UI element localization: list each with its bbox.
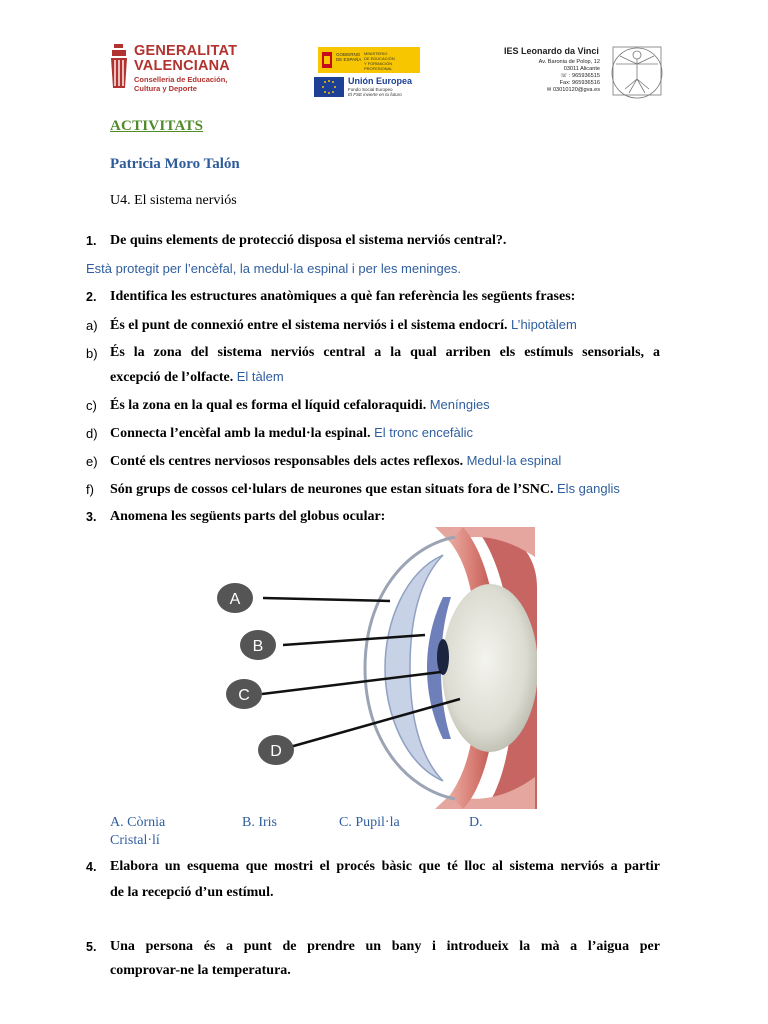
marker-c xyxy=(226,679,262,709)
leader-line-c xyxy=(262,672,441,694)
ies-phone: ☏ : 965936515 xyxy=(560,73,600,79)
gov-line1: GOBIERNO xyxy=(336,52,361,57)
q1-number: 1. xyxy=(86,234,97,248)
ies-email xyxy=(500,87,600,94)
label-c: C. Pupil·la xyxy=(339,815,400,830)
eu-flag-icon xyxy=(314,77,344,97)
gv-sub2: Cultura y Deporte xyxy=(134,84,197,93)
q2e-item xyxy=(110,448,561,474)
leader-line-d xyxy=(290,699,460,747)
q2f-item xyxy=(110,476,620,502)
marker-b xyxy=(240,630,276,660)
ies-name: IES Leonardo da Vinci xyxy=(504,46,599,56)
q2e-answer: Medul·la espinal xyxy=(466,453,562,468)
q2b-text-line2: excepció de l’olfacte. xyxy=(110,370,234,385)
min-line2: DE EDUCACIÓN xyxy=(364,56,395,61)
author-name: Patricia Moro Talón xyxy=(110,156,240,172)
ue-motto: El FSE invierte en tu futuro xyxy=(348,92,402,97)
min-line3: Y FORMACIÓN PROFESIONAL xyxy=(364,61,393,71)
page-title: ACTIVITATS xyxy=(110,118,204,134)
q2d-text: Connecta l’encèfal amb la medul·la espinal. xyxy=(110,426,371,441)
eye-diagram xyxy=(205,527,537,809)
unit-title: U4. El sistema nerviós xyxy=(110,193,237,208)
marker-a-label: A xyxy=(229,591,241,608)
email-icon: ✉ xyxy=(546,87,552,93)
q2b-answer: El tàlem xyxy=(236,369,284,384)
marker-c-label: C xyxy=(238,687,250,704)
q2f-text: Són grups de cossos cel·lulars de neurones que estan situats fora de l’SNC. xyxy=(110,482,554,497)
generalitat-valenciana-logo xyxy=(108,42,268,98)
q3-text: Anomena les següents parts del globus ocular: xyxy=(110,509,386,524)
q2d-item xyxy=(110,420,473,446)
ies-email-address: 03010120@gva.es xyxy=(552,87,600,93)
q2e-letter: e) xyxy=(86,454,98,469)
vitruvian-man-icon xyxy=(608,42,666,100)
q1-answer: Està protegit per l’encèfal, la medul·la espinal i per les meninges. xyxy=(86,261,462,276)
escudo-icon xyxy=(320,50,334,70)
q2-text: Identifica les estructures anatòmiques a què fan referència les següents frases: xyxy=(110,289,576,304)
ies-address: Av. Baronia de Polop, 12 xyxy=(538,59,600,65)
phone-icon: ☏ xyxy=(560,73,568,79)
q2b-letter: b) xyxy=(86,346,98,361)
label-d: D. xyxy=(469,815,483,830)
label-b: B. Iris xyxy=(242,815,277,830)
marker-d-label: D xyxy=(270,743,282,760)
leader-line-a xyxy=(263,598,390,601)
q2c-letter: c) xyxy=(86,398,97,413)
q2b-item-line2 xyxy=(110,364,284,390)
q2e-text: Conté els centres nerviosos responsables dels actes reflexos. xyxy=(110,454,464,469)
pupil xyxy=(437,639,449,675)
q2a-text: És el punt de connexió entre el sistema nerviós i el sistema endocrí. xyxy=(110,318,508,333)
q5-number: 5. xyxy=(86,940,97,954)
q2a-item xyxy=(110,312,577,338)
q2c-answer: Meníngies xyxy=(429,397,490,412)
ies-phone-number: 965936515 xyxy=(572,73,600,79)
q2f-letter: f) xyxy=(86,482,94,497)
ies-leonardo-logo xyxy=(500,42,668,100)
q4-number: 4. xyxy=(86,860,97,874)
marker-a xyxy=(217,583,253,613)
gv-sub1: Conselleria de Educación, xyxy=(134,75,228,84)
q2d-letter: d) xyxy=(86,426,98,441)
gobierno-banner xyxy=(318,47,420,73)
gov-line2: DE ESPAÑA xyxy=(336,57,362,62)
q5-text-line2: comprovar-ne la temperatura. xyxy=(110,963,291,978)
label-d-continued: Cristal·lí xyxy=(110,833,160,848)
generalitat-emblem-icon xyxy=(108,42,130,92)
min-line1: MINISTERIO xyxy=(364,51,388,56)
q2c-item xyxy=(110,392,490,418)
q2a-answer: L’hipotàlem xyxy=(511,317,577,332)
gv-line2: VALENCIANA xyxy=(134,58,230,74)
q2f-answer: Els ganglis xyxy=(557,481,620,496)
q3-number: 3. xyxy=(86,510,97,524)
ue-fund: Fondo Social Europeo xyxy=(348,87,393,92)
marker-b-label: B xyxy=(252,638,264,655)
q2b-text-line1: És la zona del sistema nerviós central a la qual arriben els estímuls sensorials, a xyxy=(110,345,660,360)
union-europea-logo xyxy=(314,47,434,97)
ies-city: 03011 Alicante xyxy=(563,66,600,72)
q2c-text: És la zona en la qual es forma el líquid cefaloraquidi. xyxy=(110,398,427,413)
q2d-answer: El tronc encefàlic xyxy=(374,425,474,440)
ies-fax: Fax: 965936516 xyxy=(559,80,600,86)
q4-text-line2: de la recepció d’un estímul. xyxy=(110,885,274,900)
q4-text-line1: Elabora un esquema que mostri el procés bàsic que té lloc al sistema nerviós a partir xyxy=(110,859,660,874)
marker-d xyxy=(258,735,294,765)
q1-text: De quins elements de protecció disposa el sistema nerviós central?. xyxy=(110,233,507,248)
q5-text-line1: Una persona és a punt de prendre un bany i introdueix la mà a l’aigua per xyxy=(110,939,660,954)
q2-number: 2. xyxy=(86,290,97,304)
label-a: A. Còrnia xyxy=(110,815,166,830)
gv-line1: GENERALITAT xyxy=(134,43,238,59)
q2a-letter: a) xyxy=(86,318,98,333)
lens xyxy=(442,584,537,752)
ue-name: Unión Europea xyxy=(348,76,413,86)
